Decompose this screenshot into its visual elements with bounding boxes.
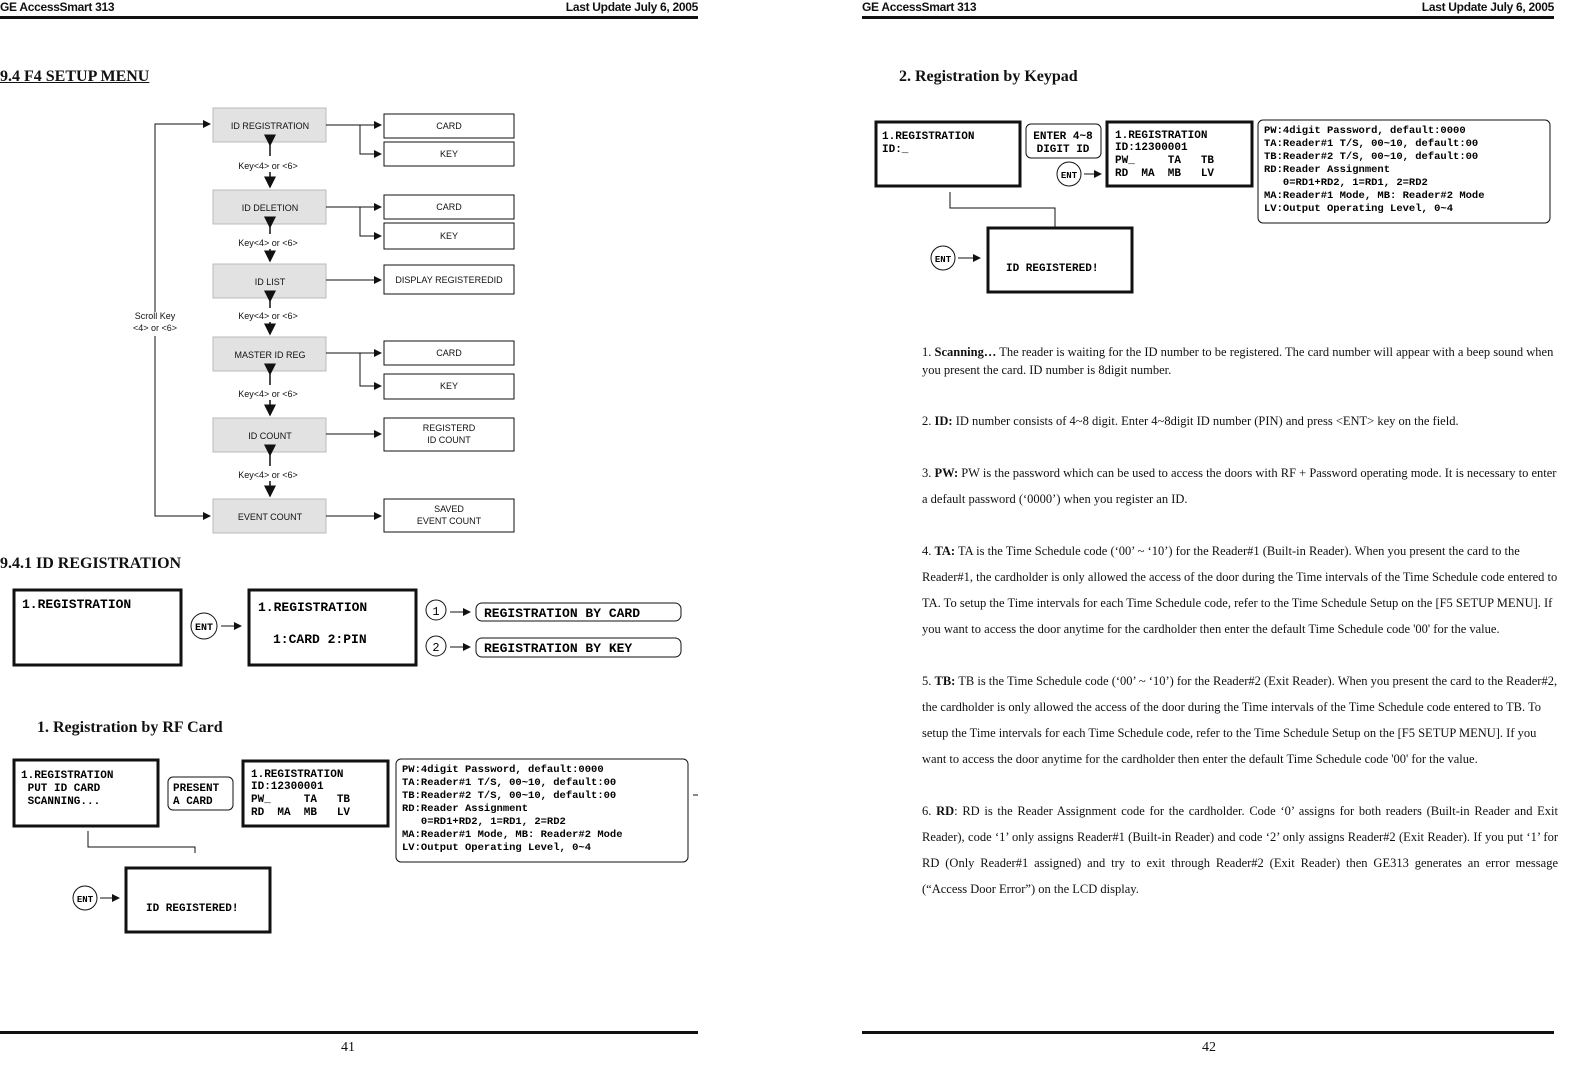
- page-42: [862, 0, 1558, 1086]
- header-update: Last Update July 6, 2005: [565, 0, 698, 14]
- section-title: 9.4 F4 SETUP MENU: [0, 68, 150, 85]
- option-text: REGISTRATION BY KEY: [484, 641, 633, 656]
- subsection-title: 9.4.1 ID REGISTRATION: [0, 555, 182, 572]
- page-number: 42: [1202, 1040, 1216, 1055]
- page-header: [0, 0, 698, 19]
- ent-label: ENT: [934, 255, 952, 265]
- lcd-text: 1:CARD 2:PIN: [273, 632, 367, 647]
- legend-line: PW:4digit Password, default:0000: [1264, 125, 1466, 137]
- item-scanning: 1. Scanning… The reader is waiting for the ID number to be registered. The card number will appear with a beep sound when you present the card. ID number is 8digit number.: [922, 345, 1554, 377]
- page-number: 41: [341, 1040, 355, 1055]
- lcd-text: 1.REGISTRATION: [251, 769, 344, 781]
- menu-label: MASTER ID REG: [234, 350, 306, 360]
- lcd-screen: [988, 228, 1132, 292]
- lcd-text: 1.REGISTRATION: [22, 597, 132, 612]
- enter-text: DIGIT ID: [1036, 144, 1090, 156]
- option-label: SAVED: [434, 504, 464, 514]
- menu-label: ID LIST: [254, 277, 286, 287]
- lcd-text: 1.REGISTRATION: [21, 770, 114, 782]
- lcd-screen: [126, 868, 270, 932]
- key-label: Key<4> or <6>: [238, 238, 298, 248]
- scroll-key-label: Scroll Key: [134, 311, 176, 321]
- lcd-text: 1.REGISTRATION: [1115, 130, 1208, 142]
- present-text: A CARD: [173, 796, 213, 808]
- item-tb: 5. TB: TB is the Time Schedule code (‘00’ ~ ‘10’) for the Reader#2 (Exit Reader). When you present the card to the Reader#2, the cardholder is only allowed the access of the door during the Time intervals of the Time Schedule code entered to TB. To setup the Time intervals for each Time Schedule code, refer to the Time Schedule Setup on the [F5 SETUP MENU]. If you want to access the door anytime for the cardholder then enter the default Time Schedule code '00' for the value.: [922, 674, 1558, 766]
- present-text: PRESENT: [173, 783, 220, 795]
- menu-label: ID DELETION: [241, 203, 299, 213]
- option-text: REGISTRATION BY CARD: [484, 606, 641, 621]
- menu-label: ID REGISTRATION: [230, 121, 310, 131]
- ent-label: ENT: [76, 895, 94, 905]
- option-label: ID COUNT: [427, 435, 471, 445]
- legend-line: TB:Reader#2 T/S, 00~10, default:00: [1264, 151, 1479, 163]
- key-label: Key<4> or <6>: [238, 311, 298, 321]
- legend-line: 0=RD1+RD2, 1=RD1, 2=RD2: [402, 816, 566, 828]
- option-label: KEY: [439, 149, 459, 159]
- explanation-list: [922, 343, 1558, 902]
- legend-line: MA:Reader#1 Mode, MB: Reader#2 Mode: [402, 829, 623, 841]
- rf-card-title: 1. Registration by RF Card: [37, 719, 223, 736]
- lcd-text: RD MA MB LV: [251, 807, 351, 819]
- key-label: Key<4> or <6>: [238, 161, 298, 171]
- page-footer-rule: [862, 1031, 1554, 1034]
- lcd-text: 1.REGISTRATION: [882, 131, 975, 143]
- key-label: Key<4> or <6>: [238, 470, 298, 480]
- option-label: KEY: [439, 231, 459, 241]
- rf-registration-diagram: [0, 755, 698, 940]
- legend-line: MA:Reader#1 Mode, MB: Reader#2 Mode: [1264, 190, 1485, 202]
- lcd-text: 1.REGISTRATION: [258, 600, 368, 615]
- legend-line: 0=RD1+RD2, 1=RD1, 2=RD2: [1264, 177, 1428, 189]
- lcd-text: PW_ TA TB: [251, 794, 351, 806]
- lcd-text: RD MA MB LV: [1115, 168, 1215, 180]
- item-rd: 6. RD: RD is the Reader Assignment code for the cardholder. Code ‘0’ assigns for both readers (Built-in Reader and Exit Reader), code ‘1’ only assigns Reader#1 (Built-in Reader) and code ‘2’ only assigns Reader#2 (Exit Reader). If you put ‘1’ for RD (Only Reader#1 assigned) and try to exit through Reader#2 (Exit Reader) then GE313 generates an error message (“Access Door Error”) on the LCD display.: [922, 804, 1558, 896]
- option-label: CARD: [436, 348, 462, 358]
- legend-line: RD:Reader Assignment: [402, 803, 529, 815]
- option-label: KEY: [439, 381, 459, 391]
- legend-line: PW:4digit Password, default:0000: [402, 764, 604, 776]
- option-number: 2: [432, 641, 440, 655]
- lcd-text: SCANNING...: [21, 796, 101, 808]
- ent-label: ENT: [1060, 171, 1078, 181]
- registered-text: ID REGISTERED!: [146, 903, 239, 915]
- menu-label: ID COUNT: [248, 431, 292, 441]
- key-label: Key<4> or <6>: [238, 389, 298, 399]
- legend-line: TB:Reader#2 T/S, 00~10, default:00: [402, 790, 617, 802]
- registered-text: ID REGISTERED!: [1006, 263, 1099, 275]
- ent-label: ENT: [194, 623, 214, 634]
- item-id: 2. ID: ID number consists of 4~8 digit. Enter 4~8digit ID number (PIN) and press <ENT> key on the field.: [922, 414, 1459, 428]
- legend-line: LV:Output Operating Level, 0~4: [1264, 203, 1454, 215]
- menu-label: EVENT COUNT: [237, 512, 303, 522]
- enter-text: ENTER 4~8: [1033, 131, 1093, 143]
- scroll-key-label: <4> or <6>: [132, 323, 178, 333]
- legend-line: LV:Output Operating Level, 0~4: [402, 842, 592, 854]
- lcd-text: ID:_: [882, 144, 909, 156]
- page-footer-rule: [0, 1031, 698, 1034]
- legend-line: RD:Reader Assignment: [1264, 164, 1391, 176]
- lcd-text: PUT ID CARD: [21, 783, 101, 795]
- option-number: 1: [432, 605, 440, 619]
- f4-menu-flowchart: [0, 100, 698, 540]
- option-label: DISPLAY REGISTEREDID: [395, 275, 503, 285]
- option-label: CARD: [436, 202, 462, 212]
- legend-line: TA:Reader#1 T/S, 00~10, default:00: [402, 777, 617, 789]
- option-label: EVENT COUNT: [416, 516, 482, 526]
- id-registration-diagram: [0, 585, 698, 675]
- lcd-text: PW_ TA TB: [1115, 155, 1215, 167]
- header-product: GE AccessSmart 313: [0, 0, 115, 14]
- option-label: CARD: [436, 121, 462, 131]
- header-product: GE AccessSmart 313: [862, 0, 977, 14]
- keypad-title: 2. Registration by Keypad: [899, 68, 1078, 85]
- keypad-registration-diagram: [862, 112, 1554, 297]
- lcd-text: ID:12300001: [1115, 142, 1188, 154]
- item-pw: 3. PW: PW is the password which can be used to access the doors with RF + Password operating mode. It is necessary to enter a default password (‘0000’) when you register an ID.: [922, 466, 1557, 506]
- page-41: [0, 0, 698, 1086]
- legend-line: TA:Reader#1 T/S, 00~10, default:00: [1264, 138, 1479, 150]
- page-header: [862, 0, 1554, 19]
- item-ta: 4. TA: TA is the Time Schedule code (‘00’ ~ ‘10’) for the Reader#1 (Built-in Reader). When you present the card to the Reader#1, the cardholder is only allowed the access of the door during the Time intervals of the Time Schedule code entered to TA. To setup the Time intervals for each Time Schedule code, refer to the Time Schedule Setup on the [F5 SETUP MENU]. If you want to access the door anytime for the cardholder then enter the default Time Schedule code '00' for the value.: [922, 544, 1558, 636]
- lcd-text: ID:12300001: [251, 781, 324, 793]
- header-update: Last Update July 6, 2005: [1421, 0, 1554, 14]
- option-label: REGISTERD: [422, 423, 476, 433]
